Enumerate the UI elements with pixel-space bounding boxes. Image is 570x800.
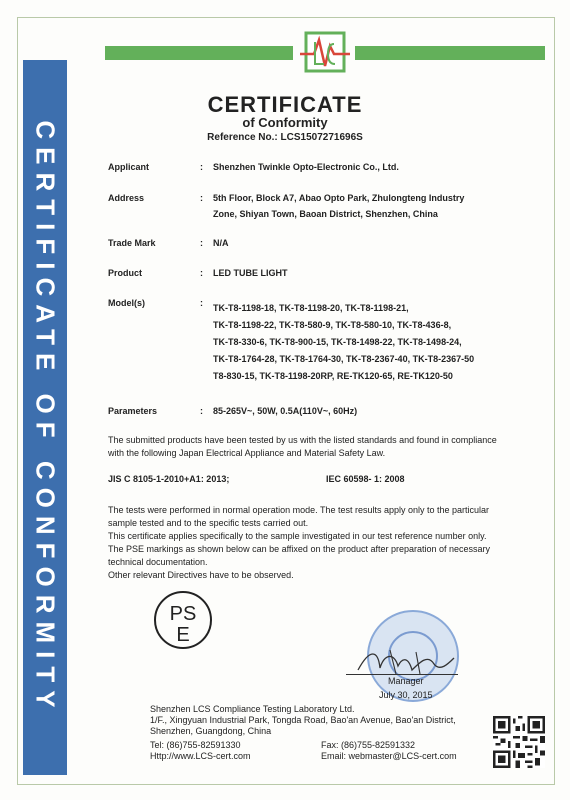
product-value [213, 265, 523, 281]
manager-title: Manager [388, 676, 424, 686]
product-colon: : [200, 268, 203, 278]
address-label: Address [108, 193, 145, 203]
certificate-subtitle: of Conformity [242, 115, 328, 130]
reference-number [0, 132, 570, 143]
model-line: T8-830-15, TK-T8-1198-20RP, RE-TK120-65, RE-TK120-50 [213, 371, 453, 381]
applicant-line: Shenzhen Twinkle Opto-Electronic Co., Ltd. [213, 162, 399, 172]
address-line: 5th Floor, Block A7, Abao Opto Park, Zhulongteng Industry [213, 193, 465, 203]
pse-top-text: PS [169, 603, 197, 625]
model-line: TK-T8-1764-28, TK-T8-1764-30, TK-T8-2367-40, TK-T8-2367-50 [213, 354, 475, 364]
statement-line: with the following Japan Electrical Appliance and Material Safety Law. [108, 448, 386, 458]
trade-mark-line: N/A [213, 238, 229, 248]
signature-line [346, 674, 458, 675]
header-bar-right [355, 46, 545, 60]
address-value [213, 190, 523, 222]
lab-contact-right [321, 740, 491, 762]
model-line: TK-T8-1198-22, TK-T8-580-9, TK-T8-580-10, TK-T8-436-8, [213, 320, 452, 330]
reference-value: LCS1507271696S [280, 132, 363, 143]
lab-fax: Fax: (86)755-82591332 [321, 740, 416, 750]
applicant-label: Applicant [108, 162, 150, 172]
lab-info [150, 704, 530, 737]
parameters-line: 85-265V~, 50W, 0.5A(110V~, 60Hz) [213, 406, 358, 416]
lab-address-line: 1/F., Xingyuan Industrial Park, Tongda Road, Bao'an Avenue, Bao'an District, [150, 715, 456, 725]
lcs-logo-icon [300, 30, 350, 74]
trade-mark-colon: : [200, 238, 203, 248]
note-line: sample tested and to the specific tests carried out. [108, 518, 309, 528]
models-value [213, 300, 523, 385]
header-bar-left [105, 46, 293, 60]
trade-mark-label: Trade Mark [108, 238, 156, 248]
qr-code-icon [493, 716, 545, 768]
statement-line: The submitted products have been tested by us with the listed standards and found in compliance [108, 435, 497, 445]
reference-label: Reference No.: [207, 132, 278, 143]
standard-iec: IEC 60598- 1: 2008 [326, 474, 405, 484]
manager-signature [350, 644, 460, 676]
pse-bottom-text: E [176, 624, 190, 646]
applicant-colon: : [200, 162, 203, 172]
applicant-value [213, 159, 523, 175]
signature-date: July 30, 2015 [379, 690, 433, 700]
notes-paragraph [108, 504, 538, 582]
standard-jis: JIS C 8105-1-2010+A1: 2013; [108, 474, 230, 484]
lab-tel: Tel: (86)755-82591330 [150, 740, 241, 750]
address-colon: : [200, 193, 203, 203]
parameters-colon: : [200, 406, 203, 416]
product-label: Product [108, 268, 143, 278]
note-line: technical documentation. [108, 557, 208, 567]
note-line: The tests were performed in normal operation mode. The test results apply only to the particular [108, 505, 490, 515]
parameters-label: Parameters [108, 406, 158, 416]
sidebar-vertical-text: CERTIFICATE OF CONFORMITY [30, 120, 61, 716]
note-line: The PSE markings as shown below can be affixed on the product after preparation of necessary [108, 544, 491, 554]
product-line: LED TUBE LIGHT [213, 268, 288, 278]
compliance-statement [108, 434, 538, 460]
models-label: Model(s) [108, 298, 145, 308]
parameters-value [213, 403, 523, 419]
lab-name: Shenzhen LCS Compliance Testing Laboratory Ltd. [150, 704, 355, 714]
trade-mark-value [213, 235, 523, 251]
address-line: Zone, Shiyan Town, Baoan District, Shenzhen, China [213, 209, 438, 219]
models-colon: : [200, 298, 203, 308]
lab-contact-left [150, 740, 320, 762]
note-line: Other relevant Directives have to be observed. [108, 570, 294, 580]
model-line: TK-T8-1198-18, TK-T8-1198-20, TK-T8-1198-21, [213, 303, 409, 313]
note-line: This certificate applies specifically to the sample investigated in our test reference number only. [108, 531, 487, 541]
certificate-title: CERTIFICATE [207, 92, 363, 117]
lab-email: Email: webmaster@LCS-cert.com [321, 751, 457, 761]
lab-address-line: Shenzhen, Guangdong, China [150, 726, 272, 736]
lab-website: Http://www.LCS-cert.com [150, 751, 251, 761]
model-line: TK-T8-330-6, TK-T8-900-15, TK-T8-1498-22, TK-T8-1498-24, [213, 337, 462, 347]
pse-mark-icon [152, 590, 214, 650]
